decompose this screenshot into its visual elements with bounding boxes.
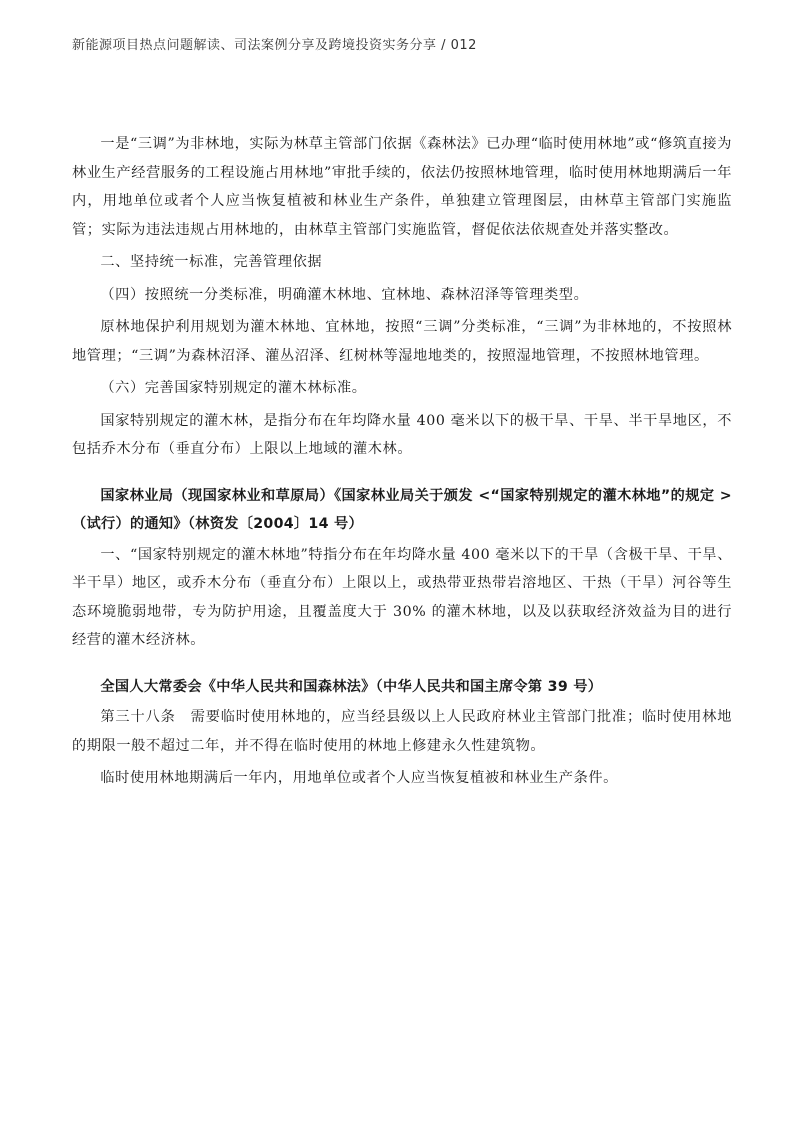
section-heading-1: 国家林业局（现国家林业和草原局）《国家林业局关于颁发 <“国家特别规定的灌木林地”的规定 >（试行）的通知》（林资发〔2004〕14 号） [72,487,732,532]
paragraph-7: 一、“国家特别规定的灌木林地”特指分布在年均降水量 400 毫米以下的干旱（含极干旱、干旱、半干旱）地区，或乔木分布（垂直分布）上限以上，或热带亚热带岩溶地区、干热（干旱）河谷等生态环境脆弱地带，专为防护用途，且覆盖度大于 30% 的灌木林地，以及以获取经济效益为目的进行经营的灌木经济林。 [72,546,732,648]
paragraph-5: （六）完善国家特别规定的灌木林标准。 [100,380,367,396]
document-body [72,130,732,797]
paragraph-4: 原林地保护利用规划为灌木林地、宜林地，按照“三调”分类标准，“三调”为非林地的，不按照林地管理；“三调”为森林沼泽、灌丛沼泽、红树林等湿地地类的，按照湿地管理，不按照林地管理。 [72,319,732,364]
paragraph-9: 临时使用林地期满后一年内，用地单位或者个人应当恢复植被和林业生产条件。 [100,770,618,786]
paragraph-2: 二、坚持统一标准，完善管理依据 [100,254,323,270]
section-heading-2: 全国人大常委会《中华人民共和国森林法》（中华人民共和国主席令第 39 号） [100,678,603,695]
paragraph-3: （四）按照统一分类标准，明确灌木林地、宜林地、森林沼泽等管理类型。 [100,286,589,303]
paragraph-6: 国家特别规定的灌木林，是指分布在年均降水量 400 毫米以下的极干旱、干旱、半干旱地区，不包括乔木分布（垂直分布）上限以上地域的灌木林。 [72,412,732,457]
paragraph-1: 一是“三调”为非林地，实际为林草主管部门依据《森林法》已办理“临时使用林地”或“修筑直接为林业生产经营服务的工程设施占用林地”审批手续的，依法仍按照林地管理，临时使用林地期满后一年内，用地单位或者个人应当恢复植被和林业生产条件，单独建立管理图层，由林草主管部门实施监管；实际为违法违规占用林地的，由林草主管部门实施监管，督促依法依规查处并落实整改。 [72,136,732,238]
paragraph-8: 第三十八条 需要临时使用林地的，应当经县级以上人民政府林业主管部门批准；临时使用林地的期限一般不超过二年，并不得在临时使用的林地上修建永久性建筑物。 [72,709,732,754]
running-header: 新能源项目热点问题解读、司法案例分享及跨境投资实务分享 / 012 [72,38,477,53]
